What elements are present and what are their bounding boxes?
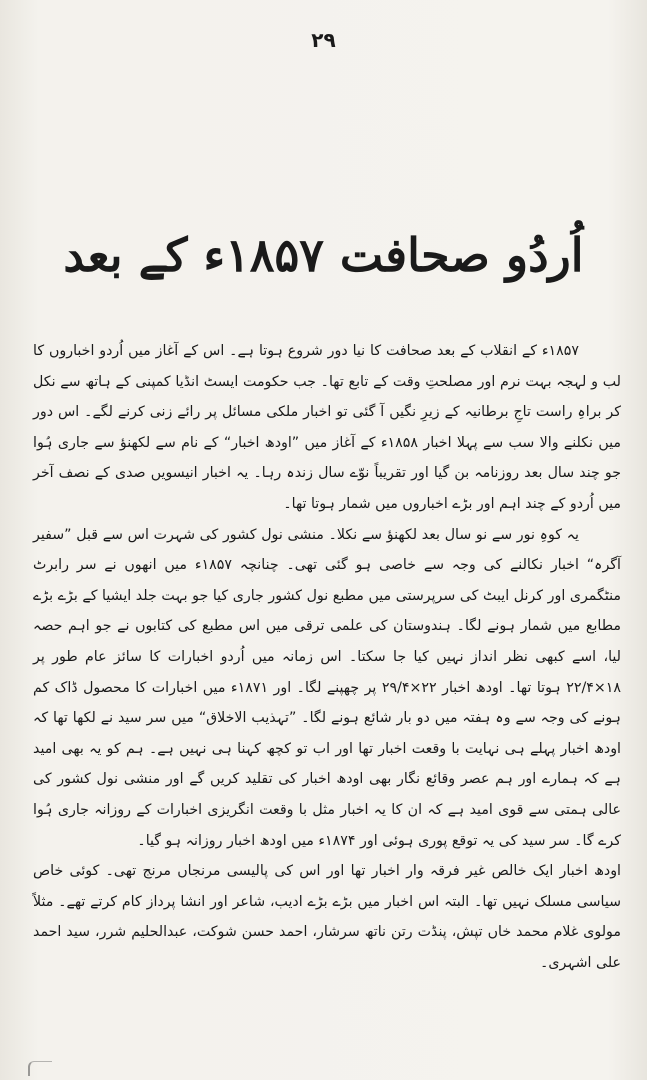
- body-text: [33, 336, 621, 978]
- paragraph-2: یہ کوہِ نور سے نو سال بعد لکھنؤ سے نکلا۔ منشی نول کشور کی شہرت اس سے قبل ”سفیر آگرہ“ اخبار نکالنے کی وجہ سے خاصی ہو گئی تھی۔ چنانچہ ۱۸۵۷ء میں انھوں نے سر رابرٹ منٹگمری اور کرنل ایبٹ کی سرپرستی میں مطبع نول کشور جاری کیا جو بہت جلد ایشیا کے بڑے بڑے مطابع میں شمار ہونے لگا۔ ہندوستان کی علمی ترقی میں اس مطبع کی کتابوں نے جو اہم حصہ لیا، اسے کبھی نظر انداز نہیں کیا جا سکتا۔ اس زمانہ میں اُردو اخبارات کا سائز عام طور پر ۱۸×۲۲/۴ ہوتا تھا۔ اودھ اخبار ۲۲×۲۹/۴ پر چھپنے لگا۔ اور ۱۸۷۱ء میں اخبارات کا محصول ڈاک کم ہونے کی وجہ سے وہ ہفتہ میں دو بار شائع ہونے لگا۔ ”تہذیب الاخلاق“ میں سر سید نے لکھا تھا کہ اودھ اخبار پہلے ہی نہایت با وقعت اخبار تھا اور اب تو کچھ کہنا ہی نہیں ہے۔ ہم کو یہ بھی امید ہے کہ ہمارے اور ہم عصر وقائع نگار بھی اودھ اخبار کی تقلید کریں گے اور منشی نول کشور کی عالی ہمتی سے قوی امید ہے کہ ان کا یہ اخبار مثل با وقعت انگریزی اخبارات کے روزانہ جاری ہُوا کرے گا۔ سر سید کی یہ توقع پوری ہوئی اور ۱۸۷۴ء میں اودھ اخبار روزانہ ہو گیا۔: [33, 526, 621, 849]
- paragraph-1: ۱۸۵۷ء کے انقلاب کے بعد صحافت کا نیا دور شروع ہوتا ہے۔ اس کے آغاز میں اُردو اخباروں کا لب و لہجہ بہت نرم اور مصلحتِ وقت کے تابع تھا۔ جب حکومت ایسٹ انڈیا کمپنی کے ہاتھ سے نکل کر براہِ راست تاجِ برطانیہ کے زیرِ نگیں آ گئی تو اخبار ملکی مسائل پر رائے زنی کرنے لگے۔ اس دور میں نکلنے والا سب سے پہلا اخبار ۱۸۵۸ء کے آغاز میں ”اودھ اخبار“ کے نام سے لکھنؤ سے جاری ہُوا جو چند سال بعد روزنامہ بن گیا اور تقریباً نوّے سال زندہ رہا۔ یہ اخبار انیسویں صدی کے نصف آخر میں اُردو کے چند اہم اور بڑے اخباروں میں شمار ہوتا تھا۔: [33, 343, 622, 512]
- chapter-heading: اُردُو صحافت ۱۸۵۷ء کے بعد: [63, 228, 584, 282]
- corner-mark: [28, 1061, 52, 1076]
- paragraph-3: اودھ اخبار ایک خالص غیر فرقہ وار اخبار تھا اور اس کی پالیسی مرنجاں مرنج تھی۔ کوئی خاص سیاسی مسلک نہیں تھا۔ البتہ اس اخبار میں بڑے بڑے ادیب، شاعر اور انشا پرداز کام کرتے تھے۔ مثلاً مولوی غلام محمد خاں تپش، پنڈت رتن ناتھ سرشار، احمد حسن شوکت، عبدالحلیم شرر، سید احمد علی اشہری۔: [33, 863, 621, 971]
- page-number: ۲۹: [311, 28, 336, 52]
